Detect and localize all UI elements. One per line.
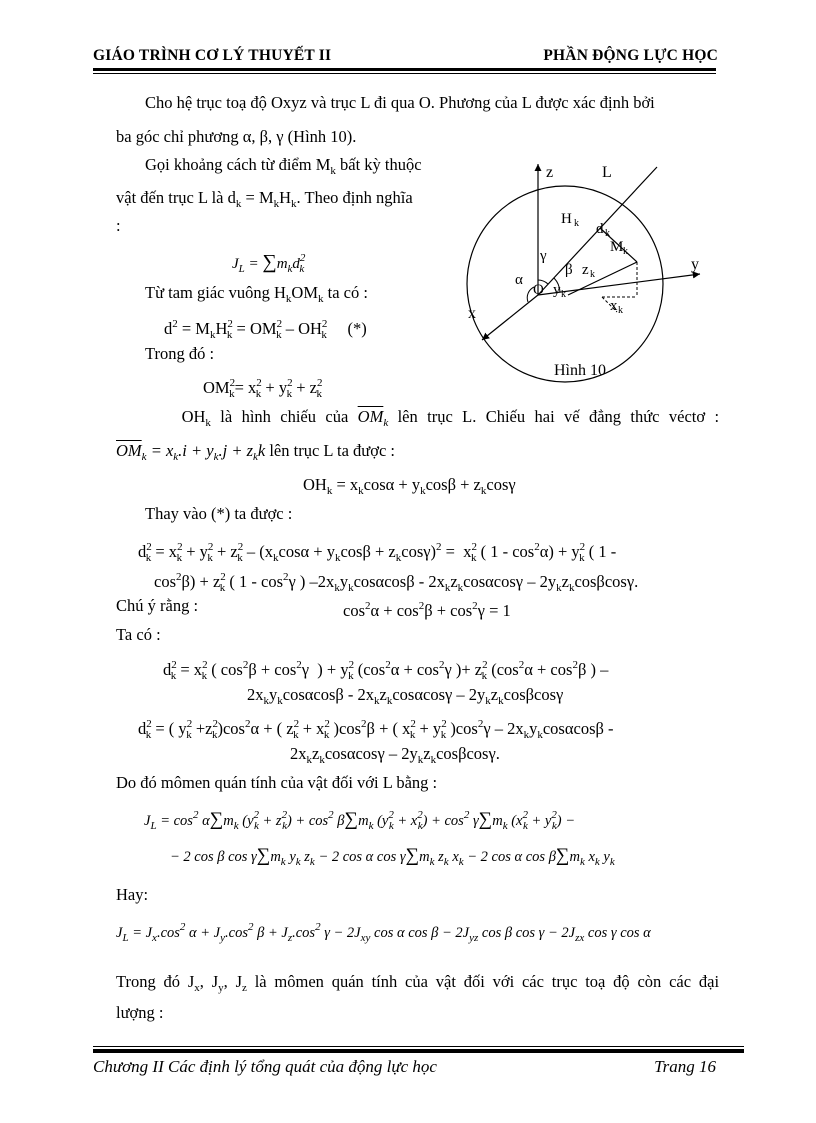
equation-star: $d^2 = M_kH^2_k = OM^2_k - OH^2_k$ (*) — [164, 318, 367, 341]
segment-om — [568, 262, 637, 295]
footer-page-number: Trang 16 — [654, 1057, 716, 1076]
header-rule-thin — [93, 73, 716, 74]
label-x: x — [468, 305, 476, 322]
footer-rule-thin — [93, 1046, 744, 1047]
para-7: Chú ý rằng : — [116, 596, 199, 615]
para-5-line-1: $OH_k$ là hình chiếu của $\overline{OM}_k$ lên trục L. Chiếu hai vế đẳng thức véctơ : — [181, 407, 720, 429]
label-m-sub: k — [623, 246, 628, 257]
para-11-line-1: Trong đó $J_x$, $J_y$, $J_z$ là mômen quán tính của vật đối với các trục toạ độ còn các đại — [116, 972, 720, 994]
label-xk: x — [610, 298, 618, 314]
para-2-line-3: : — [116, 216, 121, 235]
label-z: z — [546, 164, 554, 181]
equation-d2-line-1: $d^2_k = x^2_k + y^2_k + z^2_k - (x_k\cos\alpha + y_k\cos\beta + z_k\cos\gamma)^2 = x^2_k$ ( $1 - \cos^2\alpha) + y^2_k$ ( 1 - — [138, 541, 617, 564]
label-gamma: γ — [540, 248, 547, 264]
para-10: Hay: — [116, 885, 149, 904]
equation-d2-grouped-1: $d^2_k$ = ( $y^2_k +z^2_k)\cos^2\alpha$ + ( $z^2_k + x^2_k$ )$\cos^2\beta$ + ( $x^2_k + y^2_k$ )$\cos^2\gamma - 2x_ky_k\cos\alpha\cos\beta$ - — [138, 718, 614, 741]
footer-chapter-title: Chương II Các định lý tổng quát của động lực học — [93, 1057, 437, 1076]
label-h: H — [561, 211, 572, 227]
label-zk-sub: k — [590, 269, 595, 280]
para-1-line-2: ba góc chỉ phương α, β, γ (Hình 10). — [116, 127, 357, 146]
equation-jl-sum-1: $J_L = \cos^2 \alpha\sum m_k$ $(y^2_k + z^2_k) + \cos^2 \beta\sum m_k$ $(y^2_k + x^2_k) + \cos^2 \gamma\sum m_k$ $(x^2_k + y^2_k)$ − — [144, 809, 575, 832]
label-xk-sub: k — [618, 305, 623, 316]
header-title-left: GIÁO TRÌNH CƠ LÝ THUYẾT II — [93, 47, 332, 64]
equation-d2-grouped-2: $2x_kz_k\cos\alpha\cos\gamma - 2y_kz_k\cos\beta\cos\gamma$. — [290, 744, 500, 766]
label-m: M — [610, 239, 624, 255]
label-alpha: α — [515, 272, 523, 288]
label-o: O — [533, 282, 544, 298]
label-y: y — [691, 256, 699, 273]
label-zk: z — [582, 262, 589, 278]
formula-jl-definition: $J_L = \sum m_kd^2_k$ — [232, 251, 306, 275]
equation-jl-inertia: $J_L = J_x.\cos^2$ $\alpha + J_y.\cos^2$ $\beta + J_z.\cos^2$ $\gamma - 2J_{xy}$ cos α $\cos \beta - 2J_{yz}$ cos β $\cos \gamma - 2J_{zx}$ cos γ cos α — [116, 921, 651, 944]
para-8: Ta có : — [116, 625, 161, 644]
label-yk-sub: k — [561, 289, 566, 300]
equation-om-squared: $OM^2_k= x^2_k + y^2_k + z^2_k$ — [203, 377, 323, 400]
equation-cos-identity: $\cos^2\alpha + \cos^2\beta + \cos^2\gamma = 1$ — [343, 600, 511, 620]
equation-jl-sum-2: − 2 cos β $\cos \gamma\sum m_k$ $y_k$ $z_k - 2$ cos α $\cos \gamma\sum m_k$ $z_k$ $x_k - 2$ cos α $\cos \beta\sum m_k$ $x_k$ $y_k$ — [170, 845, 615, 868]
para-11-line-2: lượng : — [116, 1003, 164, 1022]
label-beta: β — [565, 262, 573, 278]
label-yk: y — [553, 282, 561, 298]
para-1-line-1: Cho hệ trục toạ độ Oxyz và trục L đi qua O. Phương của L được xác định bởi — [145, 93, 655, 112]
equation-oh-projection: $OH_k = x_k\cos\alpha + y_k\cos\beta + z_k\cos\gamma$ — [303, 475, 516, 497]
label-d: d — [596, 221, 604, 237]
header-rule — [93, 68, 716, 71]
equation-d2-expanded-2: $2x_ky_k\cos\alpha\cos\beta - 2x_kz_k\cos\alpha\cos\gamma - 2y_kz_k\cos\beta\cos\gamma$ — [247, 685, 564, 707]
equation-d2-expanded-1: $d^2_k = x^2_k$ ( $\cos^2\beta + \cos^2\gamma$ ) + $y^2_k$ ($\cos^2\alpha + \cos^2\gamma$ )+ $z^2_k$ ($\cos^2\alpha + \cos^2\beta$ ) – — [163, 659, 609, 682]
para-4: Trong đó : — [145, 344, 215, 363]
label-h-sub: k — [574, 218, 579, 229]
label-d-sub: k — [605, 228, 610, 239]
para-6: Thay vào (*) ta được : — [145, 504, 293, 523]
figure-caption: Hình 10 — [554, 362, 606, 379]
figure-10-diagram — [462, 152, 722, 392]
para-2-line-1: Gọi khoảng cách từ điểm $M_k$ bất kỳ thuộc — [145, 155, 422, 177]
footer-rule — [93, 1049, 744, 1053]
para-5-line-2: $\overline{OM}_k = x_k.i + y_k.j + z_kk$ lên trục L ta được : — [116, 441, 395, 463]
x-axis — [482, 295, 538, 340]
header-title-right: PHẦN ĐỘNG LỰC HỌC — [543, 47, 718, 64]
para-9: Do đó mômen quán tính của vật đối với L bằng : — [116, 773, 438, 792]
equation-d2-line-2: $\cos^2\beta) + z^2_k$ ( $1 - \cos^2\gamma$ ) $-2x_ky_k\cos\alpha\cos\beta - 2x_kz_k\cos\alpha\cos\gamma - 2y_kz_k\cos\beta\cos\gamma$. — [154, 571, 639, 594]
para-2-line-2: vật đến trục L là $d_k = M_kH_k$. Theo định nghĩa — [116, 188, 413, 210]
para-3: Từ tam giác vuông $H_kOM_k$ ta có : — [145, 283, 368, 305]
label-l: L — [602, 164, 612, 181]
